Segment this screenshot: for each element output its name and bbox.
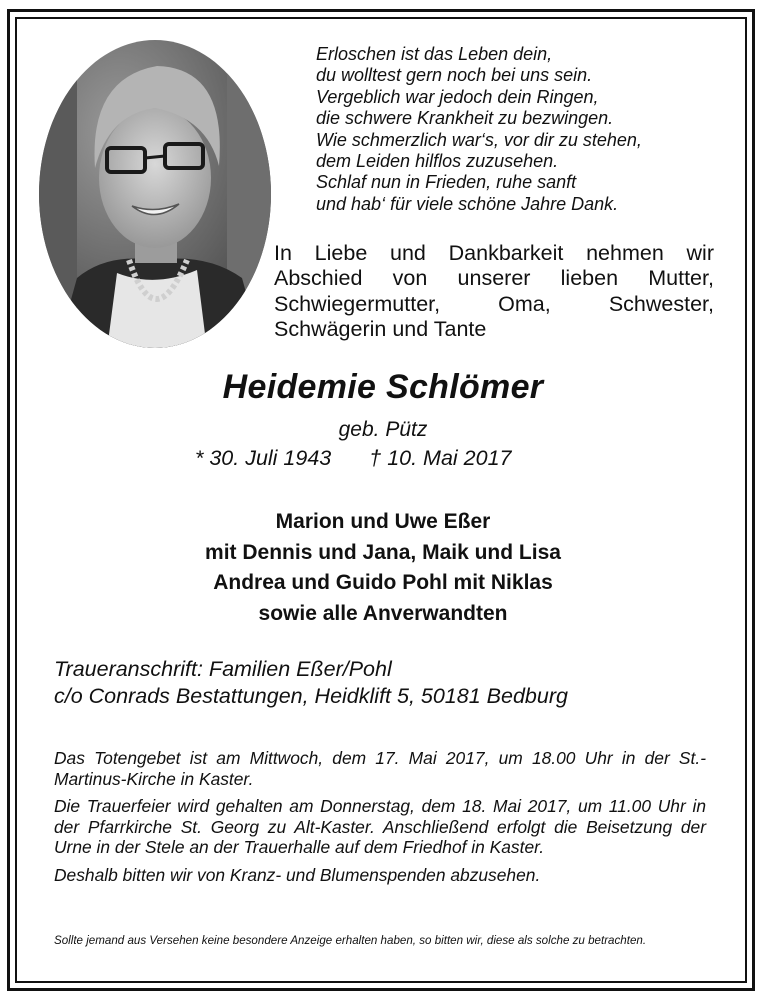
poem-line: du wolltest gern noch bei uns sein. (316, 65, 593, 86)
mourner-line: Marion und Uwe Eßer (275, 510, 491, 533)
mourning-address (54, 656, 568, 710)
poem-line: Schlaf nun in Frieden, ruhe sanft (316, 172, 577, 193)
intro-word: unserer (457, 266, 531, 291)
intro-word: und (390, 241, 426, 265)
intro-word: Schwägerin und Tante (274, 316, 487, 341)
death-date: † 10. Mai 2017 (369, 446, 512, 470)
intro-word: Schwester, (608, 291, 714, 316)
poem (316, 44, 736, 215)
intro-line (274, 317, 714, 342)
info-paragraph: Das Totengebet ist am Mittwoch, dem 17. Mai 2017, um 18.00 Uhr in der St.-Martinus-Kirche in Kaster. (54, 748, 706, 789)
intro-text (274, 241, 714, 342)
intro-line (274, 266, 714, 291)
address-line: c/o Conrads Bestattungen, Heidklift 5, 50181 Bedburg (54, 684, 568, 708)
intro-word: lieben (560, 266, 619, 291)
address-line: Traueranschrift: Familien Eßer/Pohl (54, 657, 392, 681)
intro-word: In (274, 241, 292, 265)
intro-line (274, 241, 714, 266)
intro-word: Mutter, (648, 266, 714, 291)
poem-line: Erloschen ist das Leben dein, (316, 44, 553, 64)
intro-word: nehmen (586, 241, 664, 265)
mourners (0, 507, 766, 629)
intro-word: wir (686, 241, 714, 265)
service-info (54, 748, 706, 893)
info-paragraph: Deshalb bitten wir von Kranz- und Blumenspenden abzusehen. (54, 864, 541, 885)
poem-line: und hab‘ für viele schöne Jahre Dank. (316, 193, 619, 214)
deceased-name: Heidemie Schlömer (222, 368, 544, 406)
mourner-line: sowie alle Anverwandten (258, 601, 508, 625)
portrait-photo (37, 38, 273, 350)
poem-line: Vergeblich war jedoch dein Ringen, (316, 86, 599, 107)
info-paragraph: Die Trauerfeier wird gehalten am Donnerstag, dem 18. Mai 2017, um 11.00 Uhr in der Pfarrkirche St. Georg zu Alt-Kaster. Anschließend erfolgt die Beisetzung der Urne in der Stele an der Trauerhalle auf dem Friedhof in Kaster. (54, 796, 706, 858)
intro-word: Oma, (498, 291, 551, 316)
poem-line: dem Leiden hilflos zuzusehen. (316, 151, 559, 172)
intro-word: Abschied (274, 266, 363, 291)
life-dates (195, 446, 512, 471)
mourner-line: mit Dennis und Jana, Maik und Lisa (205, 540, 561, 564)
footnote: Sollte jemand aus Versehen keine besondere Anzeige erhalten haben, so bitten wir, diese als solche zu betrachten. (54, 934, 647, 947)
intro-word: Liebe (314, 241, 368, 265)
poem-line: Wie schmerzlich war‘s, vor dir zu stehen, (316, 129, 642, 150)
birth-date: * 30. Juli 1943 (195, 446, 332, 470)
intro-word: von (392, 266, 428, 291)
intro-line (274, 292, 714, 317)
intro-word: Schwiegermutter, (274, 291, 441, 316)
intro-word: Dankbarkeit (448, 241, 564, 265)
poem-line: die schwere Krankheit zu bezwingen. (316, 108, 614, 129)
maiden-name: geb. Pütz (338, 418, 428, 441)
mourner-line: Andrea und Guido Pohl mit Niklas (213, 571, 553, 594)
